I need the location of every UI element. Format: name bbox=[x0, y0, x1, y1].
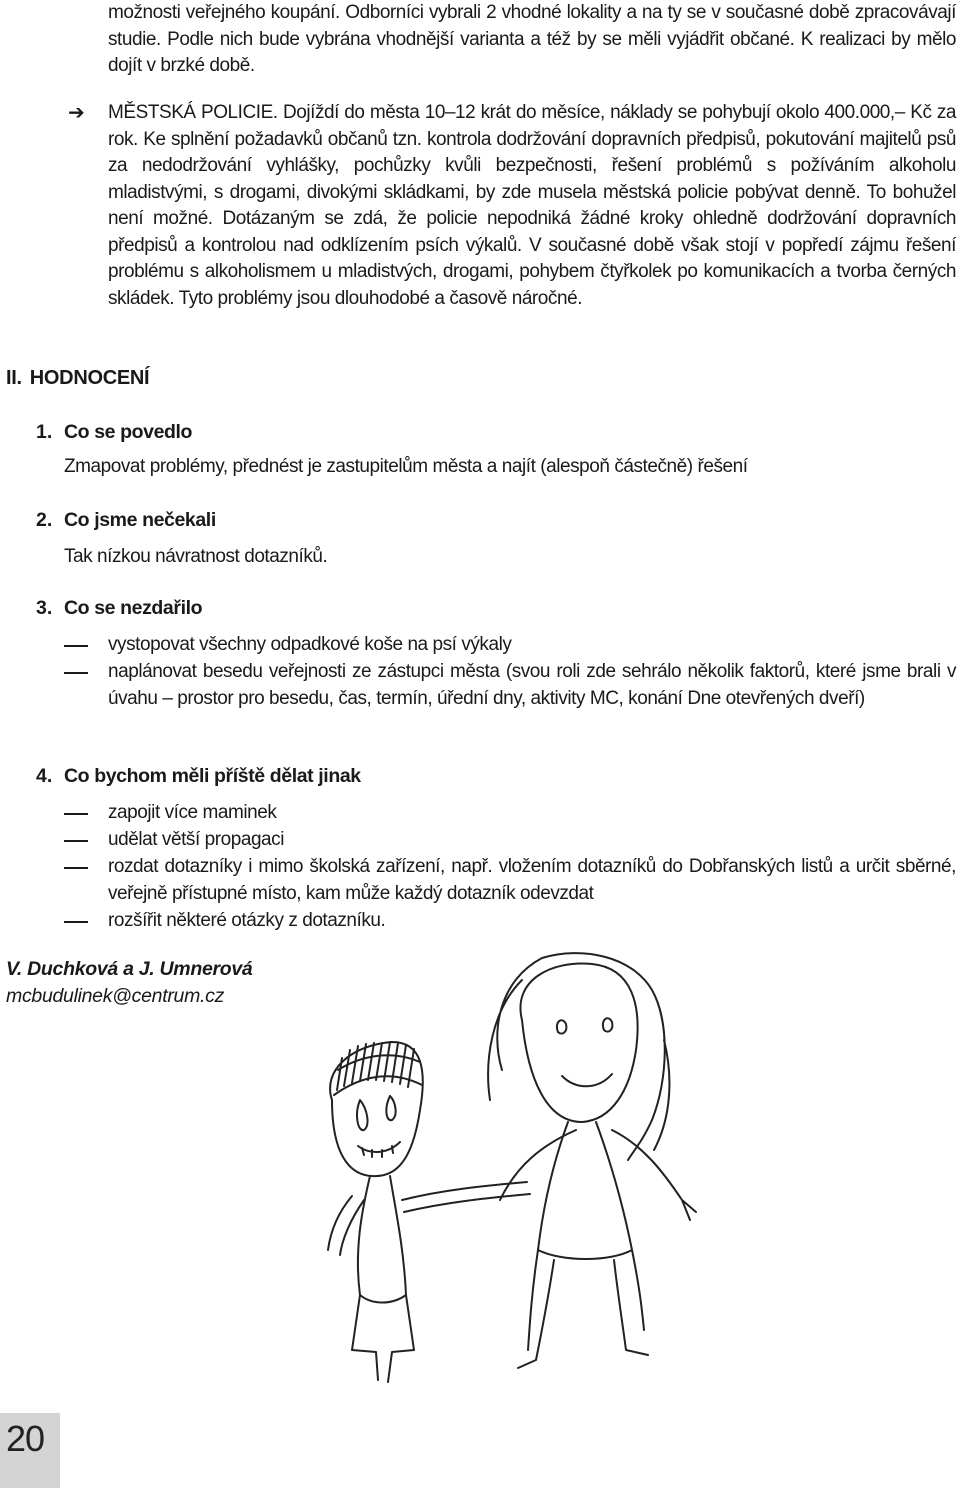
item-title: Co jsme nečekali bbox=[64, 509, 216, 531]
section-title: HODNOCENÍ bbox=[29, 367, 150, 389]
dash-bullet bbox=[64, 645, 88, 647]
left-figure-arm bbox=[402, 1182, 530, 1212]
child-drawing-image bbox=[292, 950, 722, 1385]
section-number: II. bbox=[6, 367, 22, 389]
item-number: 1. bbox=[36, 421, 53, 443]
list-item: naplánovat besedu veřejnosti ze zástupci města (svou roli zde sehrálo několik faktorů, které jsme brali v úvahu – prostor pro besedu, čas, termín, úřední dny, aktivity MC, konání Dne otevřených dveří) bbox=[108, 661, 956, 709]
left-figure-body bbox=[352, 1176, 414, 1382]
right-figure-head bbox=[520, 963, 637, 1122]
item-title: Co se povedlo bbox=[64, 421, 193, 443]
police-paragraph: MĚSTSKÁ POLICIE. Dojíždí do města 10–12 krát do měsíce, náklady se pohybují okolo 400.000,– Kč za rok. Ke splnění požadavků občanů tzn. kontrola dodržování dopravních předpisů, pokutování majitelů psů za nedodržování vyhlášky, pochůzky kvůli bezpečnosti, řešení problémů s požíváním alkoholu mladistvými, s drogami, divokými skládkami, by zde musela městská policie pobývat denně. To bohužel není možné. Dotázaným se zdá, že policie nepodniká žádné kroky ohledně dodržování dopravních předpisů a kontrolou nad odklízením psích výkalů. V současné době však stojí v popředí zájmu řešení problému s alkoholismem u mladistvých, drogami, pohybem čtyřkolek po komunikacích a tvorba černých skládek. Tyto problémy jsou dlouhodobé a časově náročné. bbox=[108, 102, 956, 309]
arrow-bullet-icon: ➔ bbox=[68, 102, 85, 124]
item-text: Tak nízkou návratnost dotazníků. bbox=[64, 546, 328, 567]
right-figure-mouth bbox=[562, 1074, 612, 1086]
dash-bullet bbox=[64, 840, 88, 842]
author-email: mcbudulinek@centrum.cz bbox=[6, 985, 225, 1007]
dash-bullet bbox=[64, 672, 88, 674]
left-figure-hair bbox=[334, 1042, 422, 1095]
author-name: V. Duchková a J. Umnerová bbox=[6, 958, 253, 980]
right-figure-eyes bbox=[557, 1018, 612, 1033]
list-item: rozdat dotazníky i mimo školská zařízení, např. vložením dotazníků do Dobřanských listů a určit sběrné, veřejně přístupné místo, kam může každý dotazník odevzdat bbox=[108, 856, 956, 904]
item-text: Zmapovat problémy, přednést je zastupitelům města a najít (alespoň částečně) řešení bbox=[64, 456, 748, 477]
intro-paragraph: možnosti veřejného koupání. Odborníci vybrali 2 vhodné lokality a na ty se v současné době zpracovávají studie. Podle nich bude vybrána vhodnější varianta a též by se měli vyjádřit občané. K realizaci by mělo dojít v brzké době. bbox=[108, 2, 956, 76]
dash-bullet bbox=[64, 867, 88, 869]
dash-bullet bbox=[64, 813, 88, 815]
list-item: vystopovat všechny odpadkové koše na psí výkaly bbox=[108, 634, 512, 655]
left-figure-mouth bbox=[358, 1142, 400, 1157]
item-number: 4. bbox=[36, 765, 53, 787]
left-figure-head bbox=[330, 1042, 423, 1176]
right-figure-arms bbox=[500, 1130, 696, 1220]
list-item: zapojit více maminek bbox=[108, 802, 277, 823]
item-title: Co bychom měli příště dělat jinak bbox=[64, 765, 361, 787]
dash-bullet bbox=[64, 921, 88, 923]
right-figure-hair bbox=[488, 953, 669, 1160]
page-number: 20 bbox=[6, 1418, 45, 1459]
item-title: Co se nezdařilo bbox=[64, 597, 203, 619]
section-heading bbox=[6, 367, 149, 390]
list-item: udělat větší propagaci bbox=[108, 829, 284, 850]
item-number: 3. bbox=[36, 597, 53, 619]
list-item: rozšířit některé otázky z dotazníku. bbox=[108, 910, 386, 931]
left-figure-eyes bbox=[357, 1096, 396, 1130]
item-number: 2. bbox=[36, 509, 53, 531]
right-figure-legs bbox=[518, 1260, 648, 1368]
